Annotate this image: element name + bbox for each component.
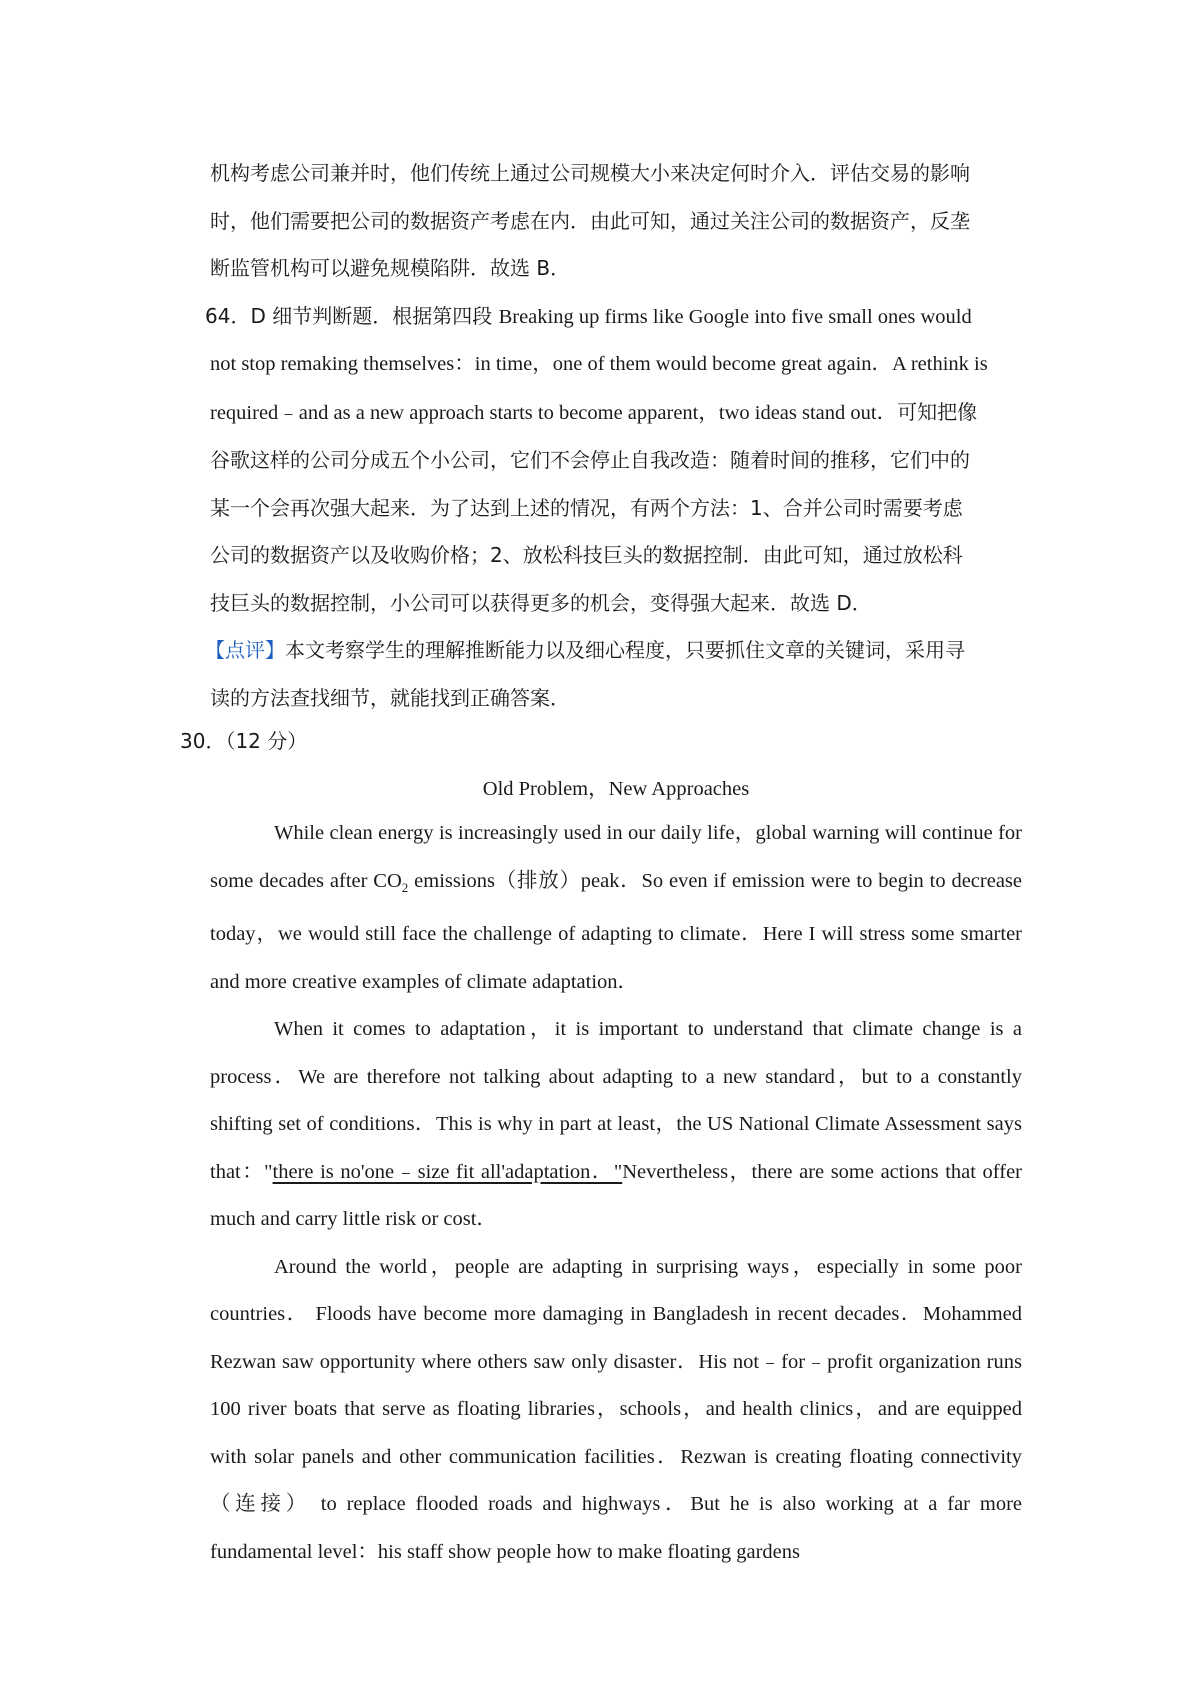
comment-text-1: 本文考察学生的理解推断能力以及细心程度，只要抓住文章的关键词，采用寻 xyxy=(285,638,965,662)
article-paragraph-1 xyxy=(210,810,1022,1006)
answer-64-quote-3: required﹣and as a new approach starts to become apparent，two ideas stand out． xyxy=(210,401,898,424)
answer-64-prefix: 64．D 细节判断题．根据第四段 xyxy=(205,303,499,328)
answer-63-line-3: 断监管机构可以避免规模陷阱．故选 B． xyxy=(210,256,571,280)
answer-64-explain-5: 某一个会再次强大起来．为了达到上述的情况，有两个方法：1、合并公司时需要考虑 xyxy=(210,495,963,520)
article-p2-text-b: Nevertheless，there are some actions that offer much and carry little risk or cost． xyxy=(210,1160,1023,1231)
article-title: Old Problem，New Approaches xyxy=(482,778,750,800)
answer-64-line-1 xyxy=(205,293,1022,342)
answer-64-explain-tail: 可知把像 xyxy=(897,399,978,424)
article-p2-text-a: When it comes to adaptation，it is important to understand that climate change is a process．We are therefore not talking about adapting to a new standard，but to a constantly shifting set of conditions．This is why in part at least，the US National Climate Assessment says that：" xyxy=(210,1018,1022,1183)
answer-64-explain-7: 技巨头的数据控制，小公司可以获得更多的机会，变得强大起来．故选 D． xyxy=(210,590,872,615)
answer-64-quote-2: not stop remaking themselves：in time，one of them would become great again．A rethink is xyxy=(210,353,988,375)
answer-63-line-2: 时，他们需要把公司的数据资产考虑在内．由此可知，通过关注公司的数据资产，反垄 xyxy=(210,208,970,233)
article-p1-text-a: While clean energy is increasingly used in our daily life，global warning will continue for some decades after CO xyxy=(210,822,1022,892)
answer-64-quote-1: Breaking up firms like Google into five small ones would xyxy=(498,305,972,328)
comment-tag-open: 【 xyxy=(205,638,225,662)
article-paragraph-3: Around the world，people are adapting in surprising ways，especially in some poor countries． Floods have become more damaging in Bangladesh in recent decades．Mohammed Rezwan saw opportunity where others saw only disaster．His not﹣for﹣profit organization runs 100 river boats that serve as floating libraries，schools，and health clinics，and are equipped with solar panels and other communication facilities．Rezwan is creating floating connectivity（连接） to replace flooded roads and highways．But he is also working at a far more fundamental level：his staff show people how to make floating gardens xyxy=(210,1255,1022,1563)
article-paragraph-2 xyxy=(210,1006,1022,1244)
comment-tag: 点评 xyxy=(225,638,265,662)
article-p1-text-b: emissions（排放）peak．So even if emission were to begin to decrease today，we would still face the challenge of adapting to climate．Here I will stress some smarter and more creative examples of climate adaptation． xyxy=(210,869,1022,993)
answer-64-line-3 xyxy=(210,389,1022,438)
comment-tag-close: 】 xyxy=(265,638,285,662)
article-p2-underlined-quote: there is no'one﹣size fit all'adaptation．" xyxy=(272,1160,623,1183)
answer-64-explain-4: 谷歌这样的公司分成五个小公司，它们不会停止自我改造：随着时间的推移，它们中的 xyxy=(210,448,970,472)
answer-explanation-block xyxy=(205,150,1022,722)
comment-text-2: 读的方法查找细节，就能找到正确答案． xyxy=(210,685,570,710)
article-body xyxy=(210,810,1022,1576)
comment-line-1 xyxy=(205,627,1022,675)
answer-63-line-1: 机构考虑公司兼并时，他们传统上通过公司规模大小来决定何时介入．评估交易的影响 xyxy=(210,161,970,185)
question-30-number: 30．（12 分） xyxy=(180,729,308,753)
answer-64-explain-6: 公司的数据资产以及收购价格；2、放松科技巨头的数据控制．由此可知，通过放松科 xyxy=(210,543,963,567)
article-p1-subscript: 2 xyxy=(401,879,409,895)
